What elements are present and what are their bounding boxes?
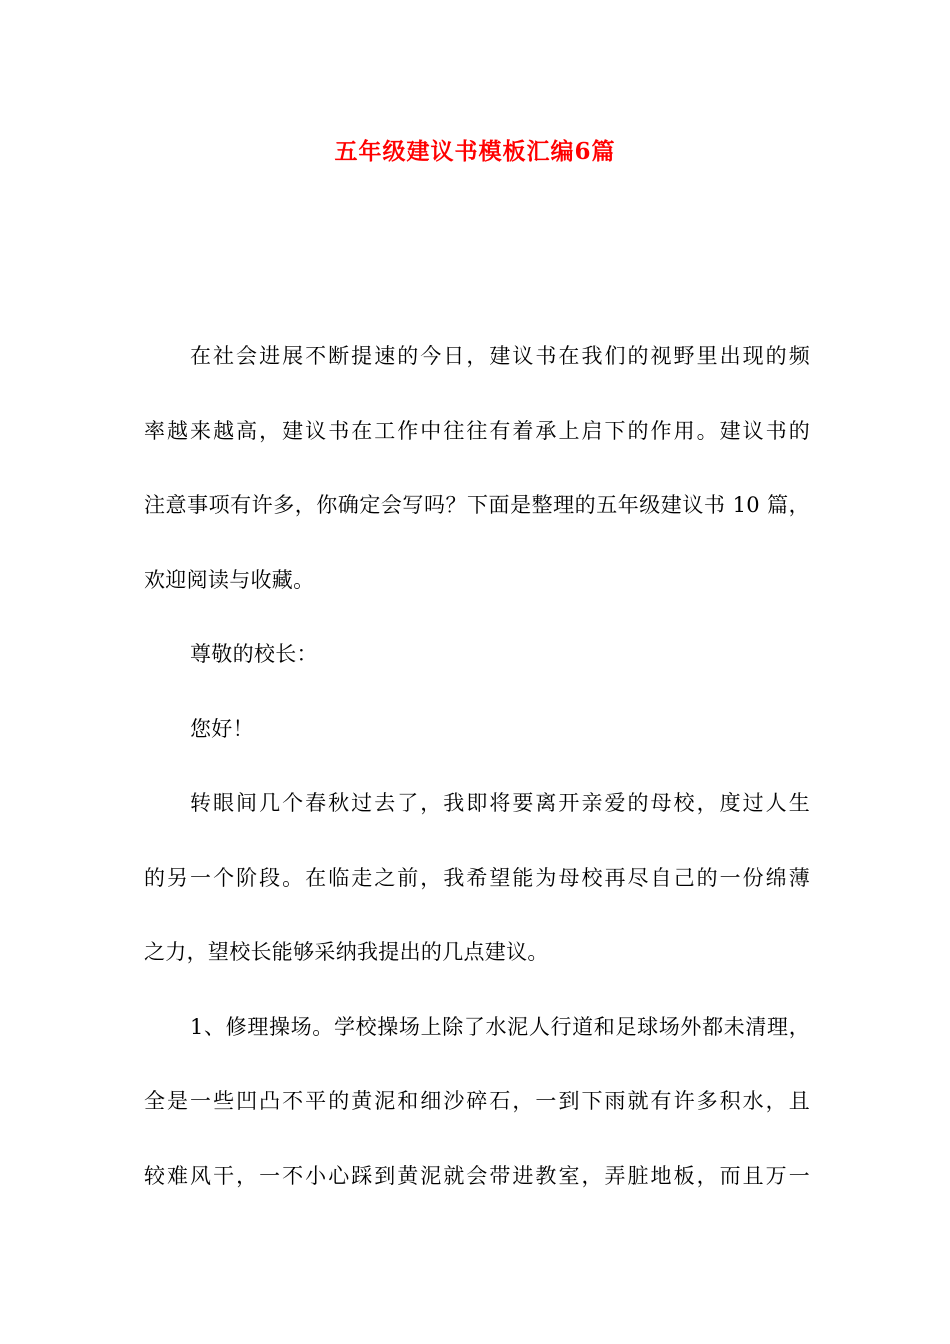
text-line: 转眼间几个春秋过去了，我即将要离开亲爱的母校，度过人生 [190, 791, 810, 815]
text-line: 较难风干，一不小心踩到黄泥就会带进教室，弄脏地板，而且万一 [144, 1163, 810, 1188]
text-line: 率越来越高，建议书在工作中往往有着承上启下的作用。建议书的 [144, 418, 810, 443]
text-line: 1、修理操场。学校操场上除了水泥人行道和足球场外都未清理， [190, 1014, 810, 1039]
text-line: 的另一个阶段。在临走之前，我希望能为母校再尽自己的一份绵薄 [144, 865, 810, 890]
text-line: 注意事项有许多，你确定会写吗？下面是整理的五年级建议书 10 篇， [144, 493, 810, 517]
paragraph-greeting [144, 692, 810, 767]
text-line: 之力，望校长能够采纳我提出的几点建议。 [144, 940, 549, 964]
paragraph-suggestion-1 [144, 990, 810, 1214]
document-body [144, 319, 810, 1213]
text-line: 在社会进展不断提速的今日，建议书在我们的视野里出现的频 [190, 344, 810, 368]
text-line: 尊敬的校长： [190, 642, 318, 666]
paragraph-intro [144, 319, 810, 617]
paragraph-salutation [144, 617, 810, 692]
text-line: 您好！ [190, 716, 254, 741]
document-title: 五年级建议书模板汇编6篇 [334, 138, 616, 165]
paragraph-body-1 [144, 766, 810, 990]
text-line: 欢迎阅读与收藏。 [144, 567, 315, 592]
text-line: 全是一些凹凸不平的黄泥和细沙碎石，一到下雨就有许多积水，且 [144, 1089, 810, 1113]
